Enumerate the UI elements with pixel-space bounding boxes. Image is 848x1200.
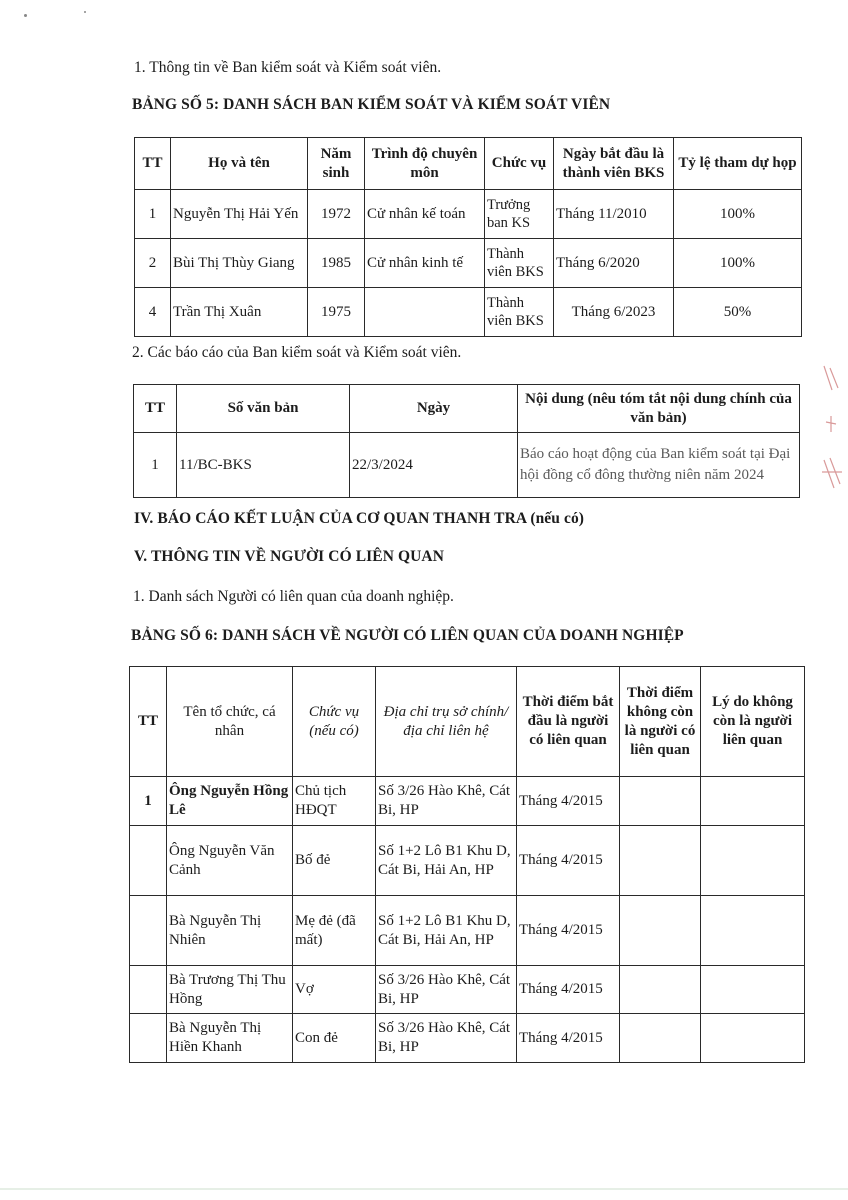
cell-name: Bà Nguyễn Thị Hiền Khanh xyxy=(167,1014,293,1063)
reports-header-row xyxy=(134,385,800,433)
cell-date: 22/3/2024 xyxy=(350,433,518,498)
cell-end xyxy=(620,1014,701,1063)
cell-year: 1975 xyxy=(308,288,365,337)
cell-name: Bà Nguyễn Thị Nhiên xyxy=(167,896,293,966)
col-header-reason: Lý do không còn là người liên quan xyxy=(701,667,805,777)
table-6-title: BẢNG SỐ 6: DANH SÁCH VỀ NGƯỜI CÓ LIÊN QUAN CỦA DOANH NGHIỆP xyxy=(131,627,684,644)
section-2-heading: 2. Các báo cáo của Ban kiểm soát và Kiểm soát viên. xyxy=(132,344,462,361)
scan-speck xyxy=(24,14,27,17)
cell-position: Thành viên BKS xyxy=(485,239,554,288)
cell-start: Tháng 4/2015 xyxy=(517,1014,620,1063)
cell-name: Bà Trương Thị Thu Hồng xyxy=(167,966,293,1014)
cell-position: Chủ tịch HĐQT xyxy=(293,777,376,826)
cell-address: Số 1+2 Lô B1 Khu D, Cát Bi, Hải An, HP xyxy=(376,826,517,896)
cell-end xyxy=(620,966,701,1014)
cell-position: Mẹ đẻ (đã mất) xyxy=(293,896,376,966)
cell-tt xyxy=(130,896,167,966)
table-row xyxy=(134,433,800,498)
col-header-year: Năm sinh xyxy=(308,138,365,190)
table-5-header-row xyxy=(135,138,802,190)
col-header-tt: TT xyxy=(130,667,167,777)
cell-end xyxy=(620,826,701,896)
table-6-header-row xyxy=(130,667,805,777)
cell-tt: 1 xyxy=(134,433,177,498)
table-5-title: BẢNG SỐ 5: DANH SÁCH BAN KIỂM SOÁT VÀ KIỂM SOÁT VIÊN xyxy=(132,96,611,113)
col-header-name: Họ và tên xyxy=(171,138,308,190)
col-header-start-date: Ngày bắt đầu là thành viên BKS xyxy=(554,138,674,190)
cell-education xyxy=(365,288,485,337)
cell-reason xyxy=(701,777,805,826)
cell-address: Số 3/26 Hào Khê, Cát Bi, HP xyxy=(376,777,517,826)
cell-reason xyxy=(701,966,805,1014)
cell-tt: 1 xyxy=(130,777,167,826)
cell-position: Trưởng ban KS xyxy=(485,190,554,239)
col-header-content: Nội dung (nêu tóm tắt nội dung chính của văn bản) xyxy=(518,385,800,433)
col-header-name: Tên tổ chức, cá nhân xyxy=(167,667,293,777)
cell-name: Ông Nguyễn Văn Cảnh xyxy=(167,826,293,896)
reports-table xyxy=(133,384,800,498)
table-row xyxy=(130,826,805,896)
cell-position: Thành viên BKS xyxy=(485,288,554,337)
cell-tt xyxy=(130,826,167,896)
cell-year: 1972 xyxy=(308,190,365,239)
cell-education: Cử nhân kế toán xyxy=(365,190,485,239)
section-1-heading: 1. Thông tin về Ban kiểm soát và Kiểm soát viên. xyxy=(134,59,442,76)
cell-start-date: Tháng 11/2010 xyxy=(554,190,674,239)
cell-reason xyxy=(701,826,805,896)
cell-reason xyxy=(701,896,805,966)
cell-start: Tháng 4/2015 xyxy=(517,966,620,1014)
cell-doc-number: 11/BC-BKS xyxy=(177,433,350,498)
cell-tt xyxy=(130,966,167,1014)
cell-position: Vợ xyxy=(293,966,376,1014)
heading-iv: IV. BÁO CÁO KẾT LUẬN CỦA CƠ QUAN THANH TRA (nếu có) xyxy=(134,510,585,527)
cell-education: Cử nhân kinh tế xyxy=(365,239,485,288)
cell-address: Số 3/26 Hào Khê, Cát Bi, HP xyxy=(376,1014,517,1063)
heading-v: V. THÔNG TIN VỀ NGƯỜI CÓ LIÊN QUAN xyxy=(134,548,445,565)
cell-tt: 1 xyxy=(135,190,171,239)
margin-handwriting-mark xyxy=(818,360,846,500)
col-header-position: Chức vụ (nếu có) xyxy=(293,667,376,777)
table-row xyxy=(130,896,805,966)
cell-start-date: Tháng 6/2023 xyxy=(554,288,674,337)
cell-attendance: 100% xyxy=(674,190,802,239)
table-row xyxy=(130,966,805,1014)
cell-name: Bùi Thị Thùy Giang xyxy=(171,239,308,288)
cell-start: Tháng 4/2015 xyxy=(517,826,620,896)
cell-year: 1985 xyxy=(308,239,365,288)
cell-position: Con đẻ xyxy=(293,1014,376,1063)
table-6 xyxy=(129,666,805,1063)
table-row xyxy=(130,777,805,826)
col-header-tt: TT xyxy=(134,385,177,433)
scan-edge-line xyxy=(0,1188,848,1190)
col-header-start: Thời điểm bắt đầu là người có liên quan xyxy=(517,667,620,777)
cell-start: Tháng 4/2015 xyxy=(517,896,620,966)
cell-name: Ông Nguyễn Hồng Lê xyxy=(167,777,293,826)
cell-attendance: 100% xyxy=(674,239,802,288)
col-header-attendance: Tỷ lệ tham dự họp xyxy=(674,138,802,190)
table-5 xyxy=(134,137,802,337)
table-row xyxy=(135,190,802,239)
cell-tt: 2 xyxy=(135,239,171,288)
cell-address: Số 3/26 Hào Khê, Cát Bi, HP xyxy=(376,966,517,1014)
section-v1-heading: 1. Danh sách Người có liên quan của doanh nghiệp. xyxy=(133,588,454,605)
cell-end xyxy=(620,777,701,826)
col-header-end: Thời điểm không còn là người có liên quan xyxy=(620,667,701,777)
cell-address: Số 1+2 Lô B1 Khu D, Cát Bi, Hải An, HP xyxy=(376,896,517,966)
table-row xyxy=(135,239,802,288)
scan-speck xyxy=(84,11,86,13)
cell-tt: 4 xyxy=(135,288,171,337)
col-header-tt: TT xyxy=(135,138,171,190)
col-header-date: Ngày xyxy=(350,385,518,433)
col-header-position: Chức vụ xyxy=(485,138,554,190)
cell-name: Trần Thị Xuân xyxy=(171,288,308,337)
cell-start: Tháng 4/2015 xyxy=(517,777,620,826)
col-header-education: Trình độ chuyên môn xyxy=(365,138,485,190)
cell-name: Nguyễn Thị Hải Yến xyxy=(171,190,308,239)
table-row xyxy=(135,288,802,337)
cell-tt xyxy=(130,1014,167,1063)
cell-end xyxy=(620,896,701,966)
col-header-doc-number: Số văn bản xyxy=(177,385,350,433)
cell-reason xyxy=(701,1014,805,1063)
cell-content: Báo cáo hoạt động của Ban kiểm soát tại Đại hội đồng cổ đông thường niên năm 2024 xyxy=(518,433,800,498)
cell-position: Bố đẻ xyxy=(293,826,376,896)
cell-start-date: Tháng 6/2020 xyxy=(554,239,674,288)
cell-attendance: 50% xyxy=(674,288,802,337)
table-row xyxy=(130,1014,805,1063)
col-header-address: Địa chỉ trụ sở chính/ địa chỉ liên hệ xyxy=(376,667,517,777)
